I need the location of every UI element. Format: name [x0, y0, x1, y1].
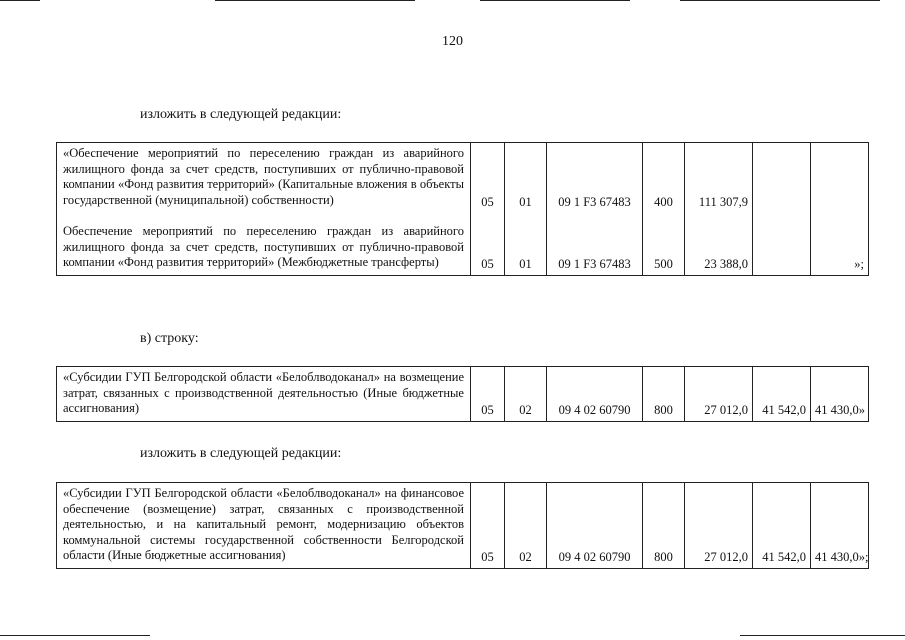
row-description: «Субсидии ГУП Белгородской области «Белоблводоканал» на возмещение затрат, связанных с производственной деятельностью (Иные бюджетные ассигнования): [63, 370, 464, 415]
description-cell: [57, 143, 471, 213]
target-code: 09 1 F3 67483: [558, 257, 631, 271]
section-code: 05: [481, 550, 494, 564]
amount-3: 41 430,0»: [815, 403, 865, 417]
amount-1: 27 012,0: [704, 550, 748, 564]
amount-1: 111 307,9: [698, 194, 748, 209]
expense-type-code: 800: [654, 550, 673, 564]
amount-1: 23 388,0: [704, 257, 748, 271]
description-cell: [57, 367, 471, 422]
section-code: 05: [481, 403, 494, 417]
amount-1: 27 012,0: [704, 403, 748, 417]
section-code: 05: [481, 257, 494, 271]
intro-text-3: изложить в следующей редакции:: [140, 446, 342, 461]
scan-edge-line: [740, 635, 905, 636]
page-number: 120: [442, 34, 463, 49]
description-cell: [57, 212, 471, 275]
intro-text-1: изложить в следующей редакции:: [140, 107, 342, 122]
description-cell: [57, 483, 471, 569]
target-code: 09 1 F3 67483: [558, 194, 631, 209]
scan-edge-line: [680, 0, 880, 1]
expense-type-code: 800: [654, 403, 673, 417]
expense-type-code: 400: [654, 194, 673, 209]
amount-2: 41 542,0: [762, 403, 806, 417]
budget-table-2: [56, 366, 869, 422]
expense-type-code: 500: [654, 257, 673, 271]
row-description: «Обеспечение мероприятий по переселению граждан из аварийного жилищного фонда за счет средств, поступивших от публично-правовой компании «Фонд развития территорий» (Капитальные вложения в объекты государственной (муниципальной) собственности): [63, 146, 464, 207]
subsection-code: 01: [519, 257, 532, 271]
budget-table-1: [56, 142, 869, 276]
table-row: [57, 367, 869, 422]
row-description: «Субсидии ГУП Белгородской области «Белоблводоканал» на финансовое обеспечение (возмещение) затрат, связанных с производственной деятельностью, и на капитальный ремонт, модернизацию объектов коммунальной системы государственной собственности Белгородской области (Иные бюджетные ассигнования): [63, 486, 464, 562]
budget-table-3: [56, 482, 869, 569]
amount-3: »;: [854, 257, 864, 271]
section-code: 05: [481, 194, 494, 209]
table-row: [57, 483, 869, 569]
intro-text-2: в) строку:: [140, 331, 199, 346]
scan-edge-line: [480, 0, 630, 1]
table-row: [57, 212, 869, 275]
scan-edge-line: [215, 0, 415, 1]
amount-3: 41 430,0»;: [815, 550, 869, 564]
subsection-code: 02: [519, 403, 532, 417]
scan-edge-line: [0, 635, 150, 636]
subsection-code: 02: [519, 550, 532, 564]
scan-edge-line: [0, 0, 40, 1]
target-code: 09 4 02 60790: [558, 550, 631, 564]
subsection-code: 01: [519, 194, 532, 209]
target-code: 09 4 02 60790: [558, 403, 631, 417]
row-description: Обеспечение мероприятий по переселению граждан из аварийного жилищного фонда за счет средств, поступивших от публично-правовой компании «Фонд развития территорий» (Межбюджетные трансферты): [63, 224, 464, 269]
amount-2: 41 542,0: [762, 550, 806, 564]
table-row: [57, 143, 869, 213]
